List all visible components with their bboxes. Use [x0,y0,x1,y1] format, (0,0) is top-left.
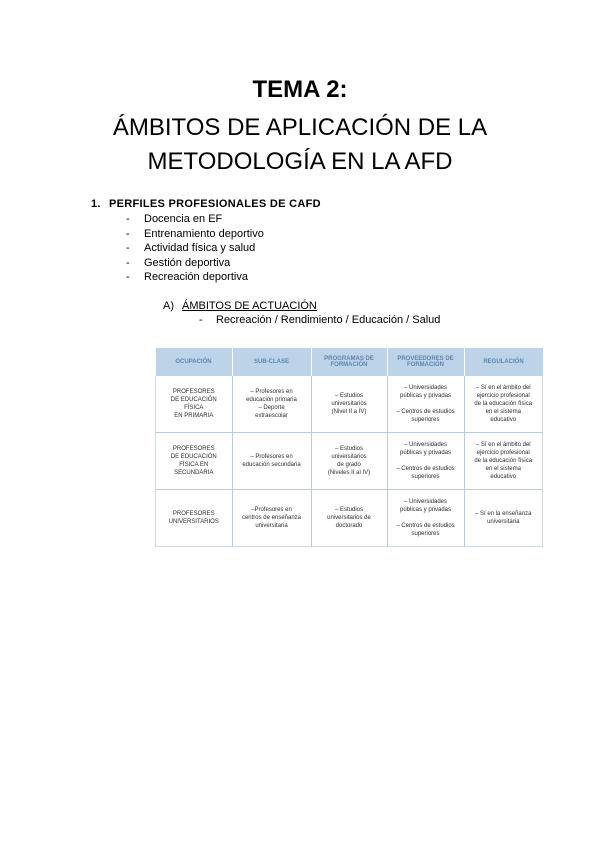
section-heading-text: PERFILES PROFESIONALES DE CAFD [109,198,321,210]
cell-occupation [156,376,233,433]
cell-text-line: públicas y privadas [399,450,452,456]
cell-text-line: – Profesores en [250,389,293,395]
cell-text-line: superiores [411,417,440,423]
cell-text-line: – Universidades [403,385,448,391]
cell-text-line: superiores [411,531,440,537]
list-item [126,241,264,256]
cell-regulation [464,490,543,547]
cell-text-line: –Profesores en [251,507,292,513]
table-row [156,376,543,433]
cell-text-line: ejercicio profesional [476,393,530,399]
section-number: 1. [91,198,101,210]
cell-text-line: – Sí en el ámbito del [475,385,531,391]
cell-programs [311,433,387,490]
cell-text-line: de grado [337,462,361,468]
cell-text-line: PROFESORES [172,446,215,452]
list-item-text: Recreación deportiva [144,271,248,284]
cell-text-line: – Estudios [334,393,364,399]
list-item [126,212,264,227]
cell-gap [391,514,461,522]
table-header-row [156,348,543,376]
cell-gap [391,457,461,465]
cell-text-line: (Nivel II a IV) [331,409,367,415]
cell-text-line: PROFESORES [172,389,215,395]
cell-text-line: EN PRIMARIA [174,413,214,419]
cell-text-line: – Universidades [403,442,448,448]
cell-text-line: DE EDUCACIÓN [170,454,217,460]
cell-text-line: SECUNDARIA [174,470,214,476]
cell-text-line: en el sistema [485,466,521,472]
cell-text-line: (Niveles II al IV) [327,470,371,476]
cell-text-line: ejercicio profesional [476,450,530,456]
cell-regulation [464,376,543,433]
list-item [126,270,264,285]
document-title: TEMA 2: [252,76,348,103]
cell-programs [311,376,387,433]
cell-gap [391,400,461,408]
list-bullet: - [126,227,130,240]
cell-subclass [232,433,311,490]
header-occupation: OCUPACIÓN [156,348,233,376]
list-item-text: Actividad física y salud [144,242,256,255]
list-item-text: Entrenamiento deportivo [144,227,264,240]
cell-text-line: públicas y privadas [399,393,452,399]
cell-text-line: de la educación física [474,401,533,407]
list-item [126,256,264,271]
list-bullet: - [199,314,203,326]
cell-providers [387,376,464,433]
cell-text-line: – Centros de estudios [396,466,455,472]
cell-text-line: de la educación física [474,458,533,464]
table-body [156,376,543,547]
header-subclass: SUB-CLASE [232,348,311,376]
list-item-text: Docencia en EF [144,213,223,225]
section-heading [91,198,321,210]
cell-text-line: educativo [490,417,517,423]
cell-text-line: centros de enseñanza [241,515,302,521]
cell-text-line: – Estudios [334,446,364,452]
cell-text-line: – Sí en el ámbito del [475,442,531,448]
profession-table [155,348,543,547]
header-providers: PROVEEDORES DE FORMACIÓN [387,348,464,376]
cell-text-line: universitarios [331,401,367,407]
table-row [156,433,543,490]
cell-text-line: – Profesores en [250,454,293,460]
cell-text-line: en el sistema [485,409,521,415]
cell-text-line: FÍSICA [184,405,204,411]
list-bullet: - [126,213,130,225]
cell-text-line: – Sí en la enseñanza [475,511,532,517]
header-regulation: REGULACIÓN [464,348,543,376]
cell-text-line: extraescolar [255,413,288,419]
cell-occupation [156,433,233,490]
cell-subclass [232,376,311,433]
document-subtitle-line1: ÁMBITOS DE APLICACIÓN DE LA [112,114,488,141]
cell-text-line: educativo [490,474,517,480]
cell-regulation [464,433,543,490]
list-bullet: - [126,242,130,255]
subsection-heading-text: ÁMBITOS DE ACTUACIÓN [182,300,317,312]
cell-text-line: superiores [411,474,440,480]
list-bullet: - [126,271,130,284]
cell-text-line: – Estudios [334,507,364,513]
document-subtitle-line2: METODOLOGÍA EN LA AFD [147,148,453,175]
scope-list-item [199,314,440,326]
cell-text-line: FÍSICA EN [179,462,209,468]
profession-table-image [155,348,533,546]
cell-providers [387,433,464,490]
cell-text-line: – Universidades [403,499,448,505]
header-programs: PROGRAMAS DE FORMACIÓN [311,348,387,376]
cell-text-line: PROFESORES [172,511,215,517]
cell-text-line: universitaria [487,519,520,525]
cell-text-line: – Centros de estudios [396,409,455,415]
cell-text-line: educación primaria [246,397,297,403]
cell-text-line: universitarios de [327,515,371,521]
cell-subclass [232,490,311,547]
cell-providers [387,490,464,547]
table-row [156,490,543,547]
cell-text-line: públicas y privadas [399,507,452,513]
cell-text-line: doctorado [335,523,363,529]
list-item-text: Gestión deportiva [144,256,231,269]
cell-text-line: universitaria [255,523,288,529]
scope-text: Recreación / Rendimiento / Educación / Salud [216,314,441,326]
list-item [126,227,264,242]
cell-text-line: DE EDUCACIÓN [170,397,217,403]
cell-text-line: – Deporte [258,405,285,411]
list-bullet: - [126,256,130,269]
cell-text-line: universitarios [331,454,367,460]
cell-programs [311,490,387,547]
profile-list [126,212,264,285]
subsection-letter: A) [163,300,174,312]
cell-text-line: educación secundaria [242,462,301,468]
cell-text-line: – Centros de estudios [396,523,455,529]
cell-occupation [156,490,233,547]
cell-text-line: UNIVERSITARIOS [168,519,219,525]
subsection-heading [163,300,317,312]
